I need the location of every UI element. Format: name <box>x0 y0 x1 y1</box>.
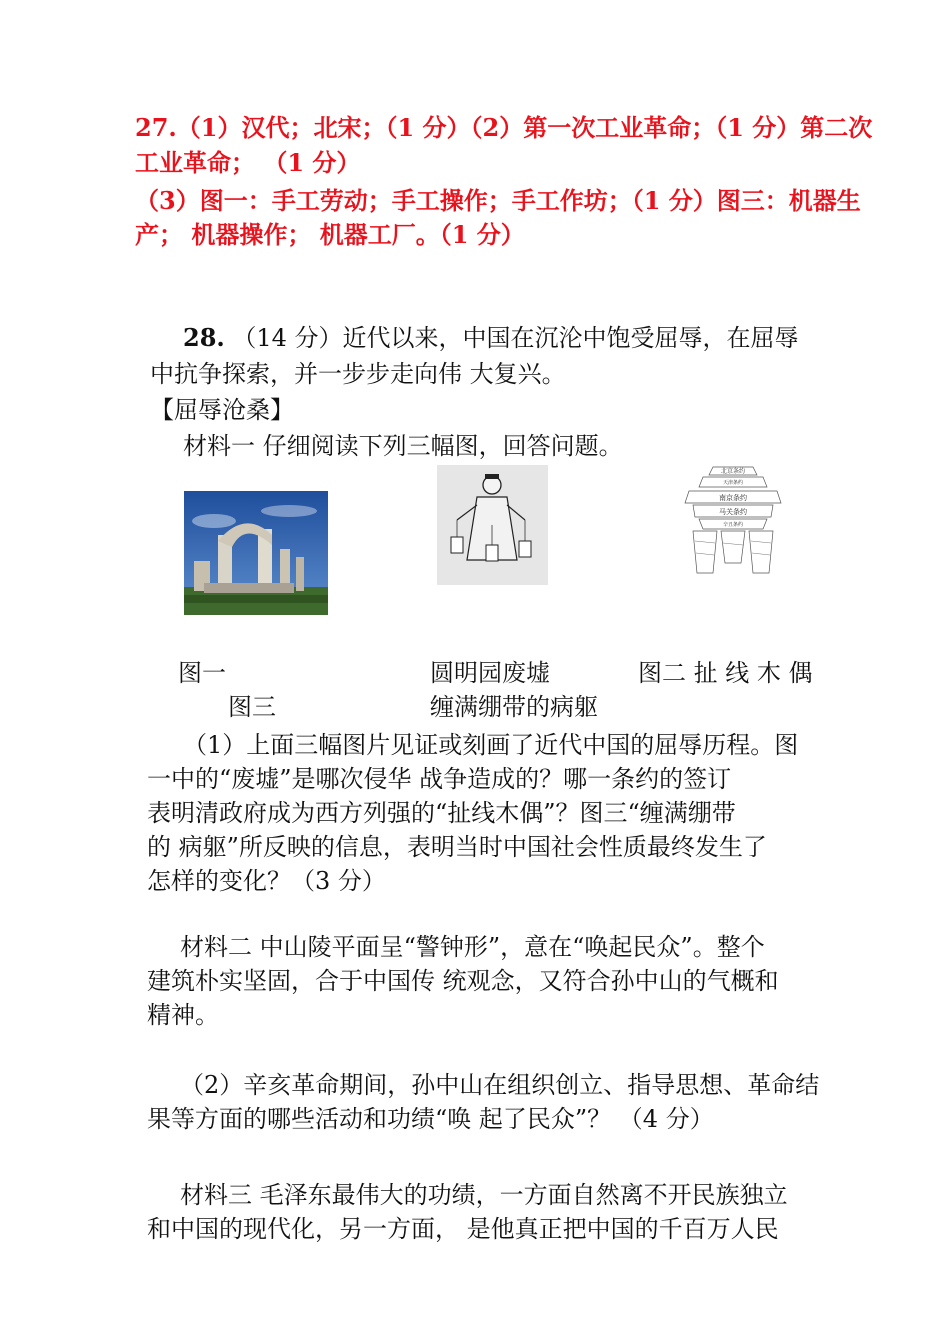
fig3-label: 图三 <box>228 693 276 721</box>
fig3-treaty-row2: 天津条约 <box>722 480 744 486</box>
material2-line3: 精神。 <box>147 1001 219 1029</box>
sub2-line1: （2）辛亥革命期间，孙中山在组织创立、指导思想、革命结 <box>180 1071 820 1099</box>
material3-line2: 和中国的现代化，另一方面， 是他真正把中国的千百万人民 <box>147 1215 779 1243</box>
yuanmingyuan-ruins-image <box>184 491 328 615</box>
fig1-title: 圆明园废墟 <box>430 659 550 687</box>
q28-intro-line1 <box>183 322 799 354</box>
q28-section-title: 【屈辱沧桑】 <box>150 396 294 424</box>
material2-line1: 材料二 中山陵平面呈“警钟形”，意在“唤起民众”。整个 <box>180 933 765 961</box>
answer27-line2: 工业革命； （1 分） <box>135 148 361 177</box>
sub1-line3: 表明清政府成为西方列强的“扯线木偶”？图三“缠满绷带 <box>147 799 736 827</box>
fig3-treaty-row3: 南京条约 <box>719 494 747 502</box>
material2-line2: 建筑朴实坚固，合于中国传 统观念，又符合孙中山的气概和 <box>147 967 779 995</box>
material3-line1: 材料三 毛泽东最伟大的功绩，一方面自然离不开民族独立 <box>180 1181 788 1209</box>
fig3-treaty-top: 北京条约 <box>720 468 746 475</box>
puppet-cartoon-image <box>437 465 548 585</box>
answer27-line3: （3）图一：手工劳动；手工操作；手工作坊；（1 分）图三：机器生 <box>135 186 861 215</box>
sub1-line2: 一中的“废墟”是哪次侵华 战争造成的？哪一条约的签订 <box>147 765 732 793</box>
fig3-treaty-row5: 辛丑条约 <box>722 522 744 528</box>
sub1-line5: 怎样的变化？（3 分） <box>147 867 386 895</box>
sub2-line2: 果等方面的哪些活动和功绩“唤 起了民众”？ （4 分） <box>147 1105 714 1133</box>
answer27-line4: 产； 机器操作； 机器工厂。（1 分） <box>135 220 525 249</box>
q28-intro-text: （14 分）近代以来，中国在沉沦中饱受屈辱，在屈辱 <box>224 324 799 352</box>
sub1-line4: 的 病躯”所反映的信息，表明当时中国社会性质最终发生了 <box>147 833 767 861</box>
q28-number: 28. <box>183 323 225 352</box>
answer27-line1: 27.（1）汉代；北宋；（1 分）（2）第一次工业革命；（1 分）第二次 <box>135 113 873 142</box>
material1-text: 材料一 仔细阅读下列三幅图，回答问题。 <box>183 432 623 460</box>
q28-intro-line2: 中抗争探索，并一步步走向伟 大复兴。 <box>150 360 566 388</box>
fig3-treaty-row4: 马关条约 <box>719 508 747 516</box>
bandaged-body-image <box>675 463 791 581</box>
sub1-line1: （1）上面三幅图片见证或刻画了近代中国的屈辱历程。图 <box>183 731 799 759</box>
fig1-label: 图一 <box>178 659 226 687</box>
fig2-label: 图二 扯 线 木 偶 <box>638 659 813 687</box>
fig3-title: 缠满绷带的病躯 <box>430 693 598 721</box>
